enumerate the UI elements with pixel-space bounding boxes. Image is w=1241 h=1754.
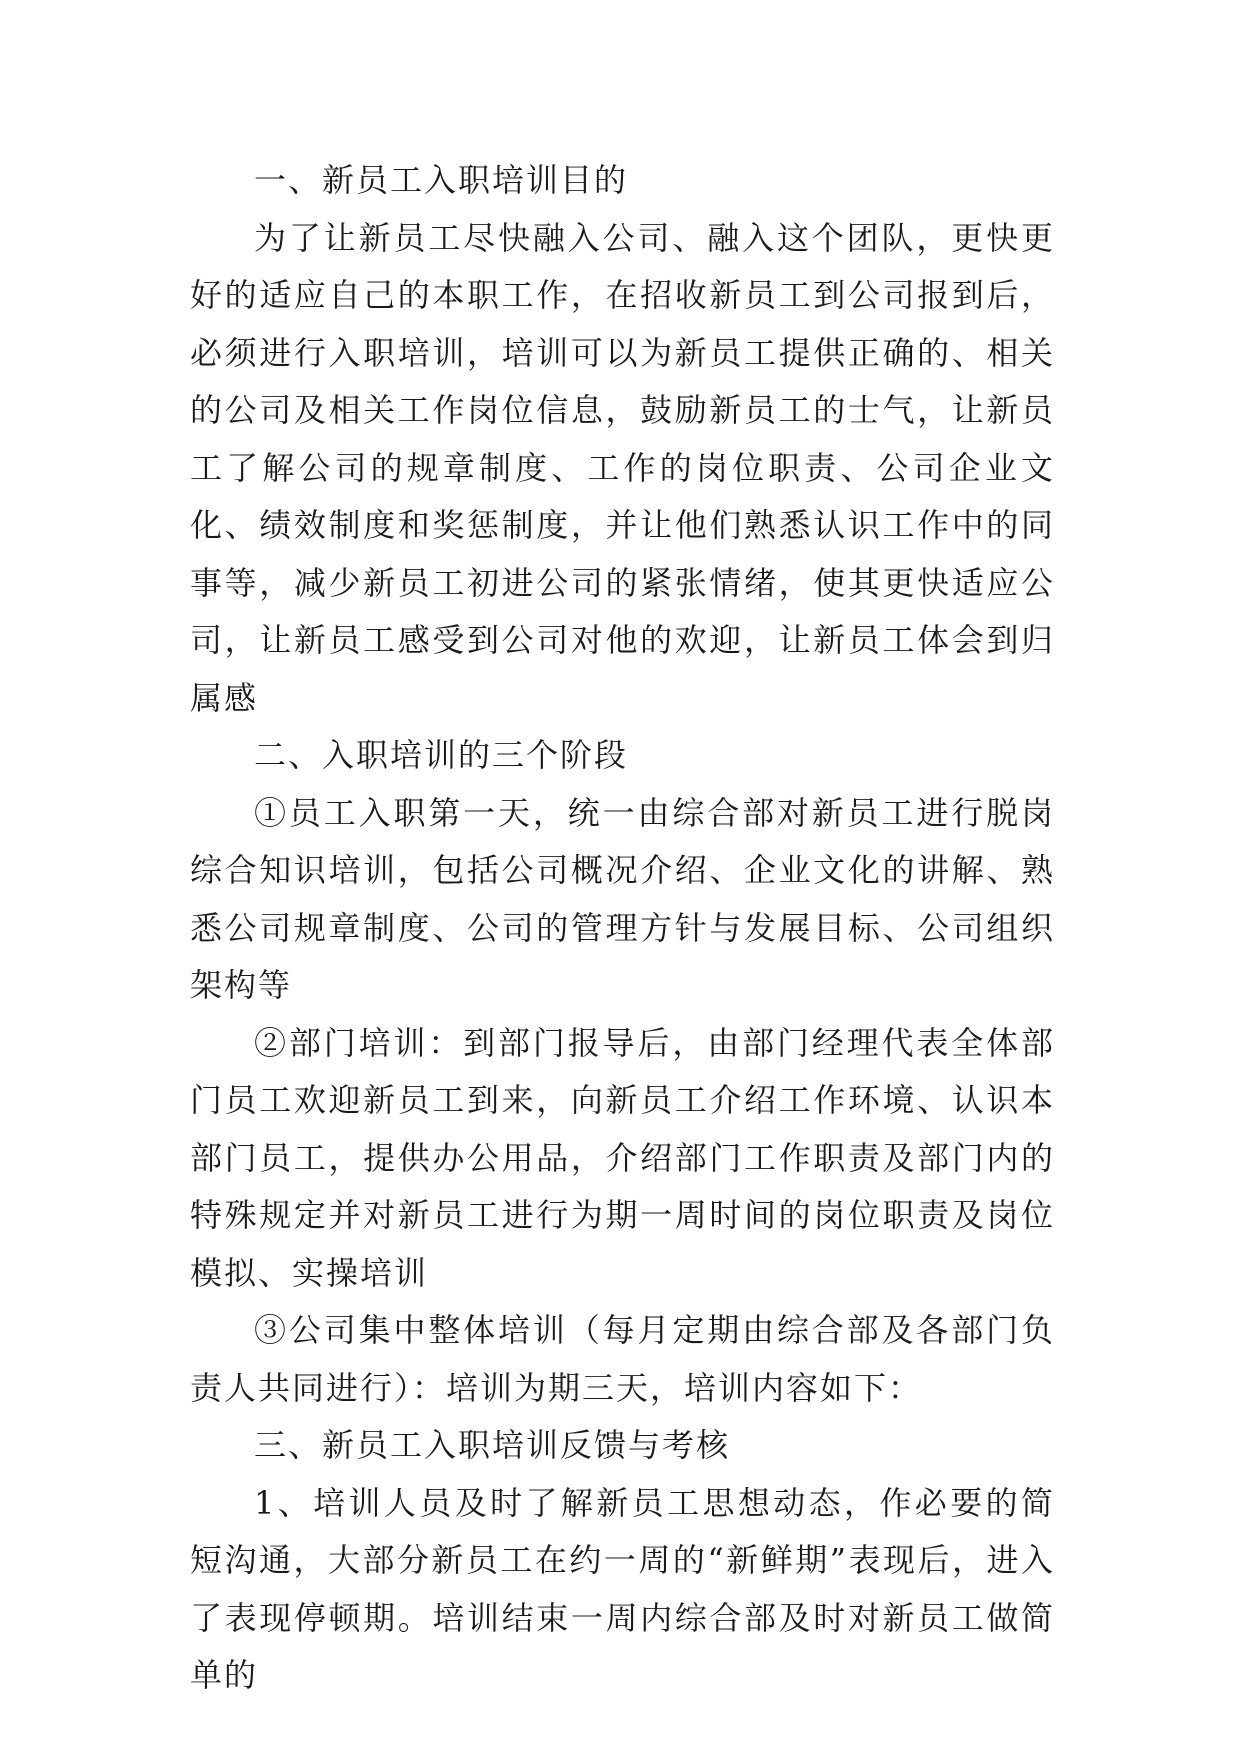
document-body [190, 152, 1055, 1705]
paragraph-feedback-1: 1、培训人员及时了解新员工思想动态，作必要的简短沟通，大部分新员工在约一周的“新鲜期”表现后，进入了表现停顿期。培训结束一周内综合部及时对新员工做简单的 [190, 1483, 1055, 1694]
section-heading-2: 二、入职培训的三个阶段 [254, 736, 629, 774]
section-heading-3: 三、新员工入职培训反馈与考核 [254, 1426, 731, 1464]
paragraph-stage-1: ①员工入职第一天，统一由综合部对新员工进行脱岗综合知识培训，包括公司概况介绍、企业文化的讲解、熟悉公司规章制度、公司的管理方针与发展目标、公司组织架构等 [190, 793, 1055, 1004]
paragraph-stage-3: ③公司集中整体培训（每月定期由综合部及各部门负责人共同进行）：培训为期三天，培训内容如下： [190, 1311, 1055, 1407]
section-heading-1: 一、新员工入职培训目的 [254, 161, 629, 199]
paragraph-stage-2: ②部门培训：到部门报导后，由部门经理代表全体部门员工欢迎新员工到来，向新员工介绍工作环境、认识本部门员工，提供办公用品，介绍部门工作职责及部门内的特殊规定并对新员工进行为期一周时间的岗位职责及岗位模拟、实操培训 [190, 1023, 1055, 1292]
paragraph-purpose: 为了让新员工尽快融入公司、融入这个团队，更快更好的适应自己的本职工作，在招收新员工到公司报到后，必须进行入职培训，培训可以为新员工提供正确的、相关的公司及相关工作岗位信息，鼓励新员工的士气，让新员工了解公司的规章制度、工作的岗位职责、公司企业文化、绩效制度和奖惩制度，并让他们熟悉认识工作中的同事等，减少新员工初进公司的紧张情绪，使其更快适应公司，让新员工感受到公司对他的欢迎，让新员工体会到归属感 [190, 218, 1055, 717]
